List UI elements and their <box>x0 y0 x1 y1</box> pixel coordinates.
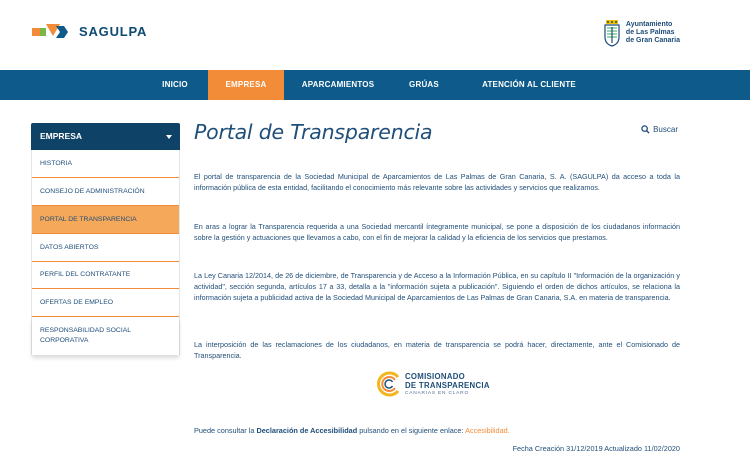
accessibility-prefix: Puede consultar la <box>194 426 257 435</box>
sagulpa-logo-icon <box>32 22 74 40</box>
nav-item-inicio[interactable]: INICIO <box>162 80 188 89</box>
comisionado-line-2: DE TRANSPARENCIA <box>405 380 490 390</box>
page-dates: Fecha Creación 31/12/2019 Actualizado 11/02/2020 <box>512 444 680 453</box>
site-header <box>0 0 750 70</box>
paragraph-intro: El portal de transparencia de la Sociedad Municipal de Aparcamientos de Las Palmas de Gran Canaria, S. A. (SAGULPA) da acceso a toda la información pública de esta entidad, facilitando el conocimiento más relevante sobre las actividades y servicios que realizamos. <box>194 172 680 193</box>
sidebar-item-consejo[interactable]: CONSEJO DE ADMINISTRACIÓN <box>32 178 179 206</box>
search-label: Buscar <box>653 125 678 134</box>
ayuntamiento-logo[interactable] <box>602 19 680 47</box>
sidebar-item-responsabilidad-social[interactable]: RESPONSABILIDAD SOCIAL CORPORATIVA <box>32 317 179 355</box>
coat-of-arms-icon <box>602 19 622 47</box>
accessibility-bold: Declaración de Accesibilidad <box>256 426 358 435</box>
search-icon <box>641 125 650 134</box>
sidebar-item-datos-abiertos[interactable]: DATOS ABIERTOS <box>32 234 179 262</box>
comisionado-line-1: COMISIONADO <box>405 371 466 381</box>
sidebar-item-perfil-contratante[interactable]: PERFIL DEL CONTRATANTE <box>32 262 179 289</box>
accessibility-middle: pulsando en el siguiente enlace: <box>357 426 466 435</box>
nav-item-empresa[interactable]: EMPRESA <box>208 70 284 100</box>
paragraph-ley: La Ley Canaria 12/2014, de 26 de diciembre, de Transparencia y de Acceso a la Información Pública, en su capítulo II "Información de la organización y actividad", sección segunda, artículos 17 a 33, detalla a la "información sujeta a publicación". Siguiendo el orden de dichos artículos, se relaciona la información sujeta a publicidad activa de la Sociedad Municipal de Aparcamientos de Las Palmas de Gran Canaria, S.A. en materia de transparencia. <box>194 271 680 303</box>
main-nav <box>0 70 750 100</box>
sidebar-heading-label: EMPRESA <box>40 131 83 141</box>
caret-down-icon <box>166 135 172 139</box>
comisionado-emblem-icon <box>376 371 402 397</box>
sidebar-item-portal-transparencia[interactable]: PORTAL DE TRANSPARENCIA <box>32 206 179 234</box>
comisionado-line-3: CANARIAS EN CLARO <box>405 390 469 396</box>
page-title: Portal de Transparencia <box>194 120 433 144</box>
main-content <box>194 120 680 453</box>
sidebar-list <box>31 150 180 355</box>
ayto-line-2: de Las Palmas <box>625 29 675 36</box>
paragraph-aras: En aras a lograr la Transparencia requerida a una Sociedad mercantil íntegramente municipal, se pone a disposición de los ciudadanos información sobre la gestión y actuaciones que llevamos a cabo, con el fin de mejorar la calidad y la eficiencia de los servicios que prestamos. <box>194 222 680 243</box>
sidebar <box>31 123 180 355</box>
ayto-line-1: Ayuntamiento <box>625 21 673 28</box>
sidebar-heading[interactable] <box>31 123 180 150</box>
nav-item-atencion-cliente[interactable]: ATENCIÓN AL CLIENTE <box>482 80 576 89</box>
comisionado-logo[interactable] <box>376 371 490 397</box>
sagulpa-logo[interactable] <box>32 22 147 40</box>
ayto-line-3: de Gran Canaria <box>625 37 680 44</box>
search-button[interactable] <box>641 125 678 134</box>
logo-text: SAGULPA <box>79 23 148 39</box>
sidebar-item-historia[interactable]: HISTORIA <box>32 150 179 178</box>
accessibility-link[interactable]: Accesibilidad. <box>465 426 510 435</box>
paragraph-reclamaciones: La interposición de las reclamaciones de los ciudadanos, en materia de transparencia se podrá hacer, directamente, ante el Comisionado de Transparencia. <box>194 340 680 361</box>
nav-item-aparcamientos[interactable]: APARCAMIENTOS <box>301 80 375 89</box>
accessibility-statement <box>194 426 510 435</box>
sidebar-item-ofertas-empleo[interactable]: OFERTAS DE EMPLEO <box>32 289 179 317</box>
nav-item-gruas[interactable]: GRÚAS <box>409 80 439 89</box>
